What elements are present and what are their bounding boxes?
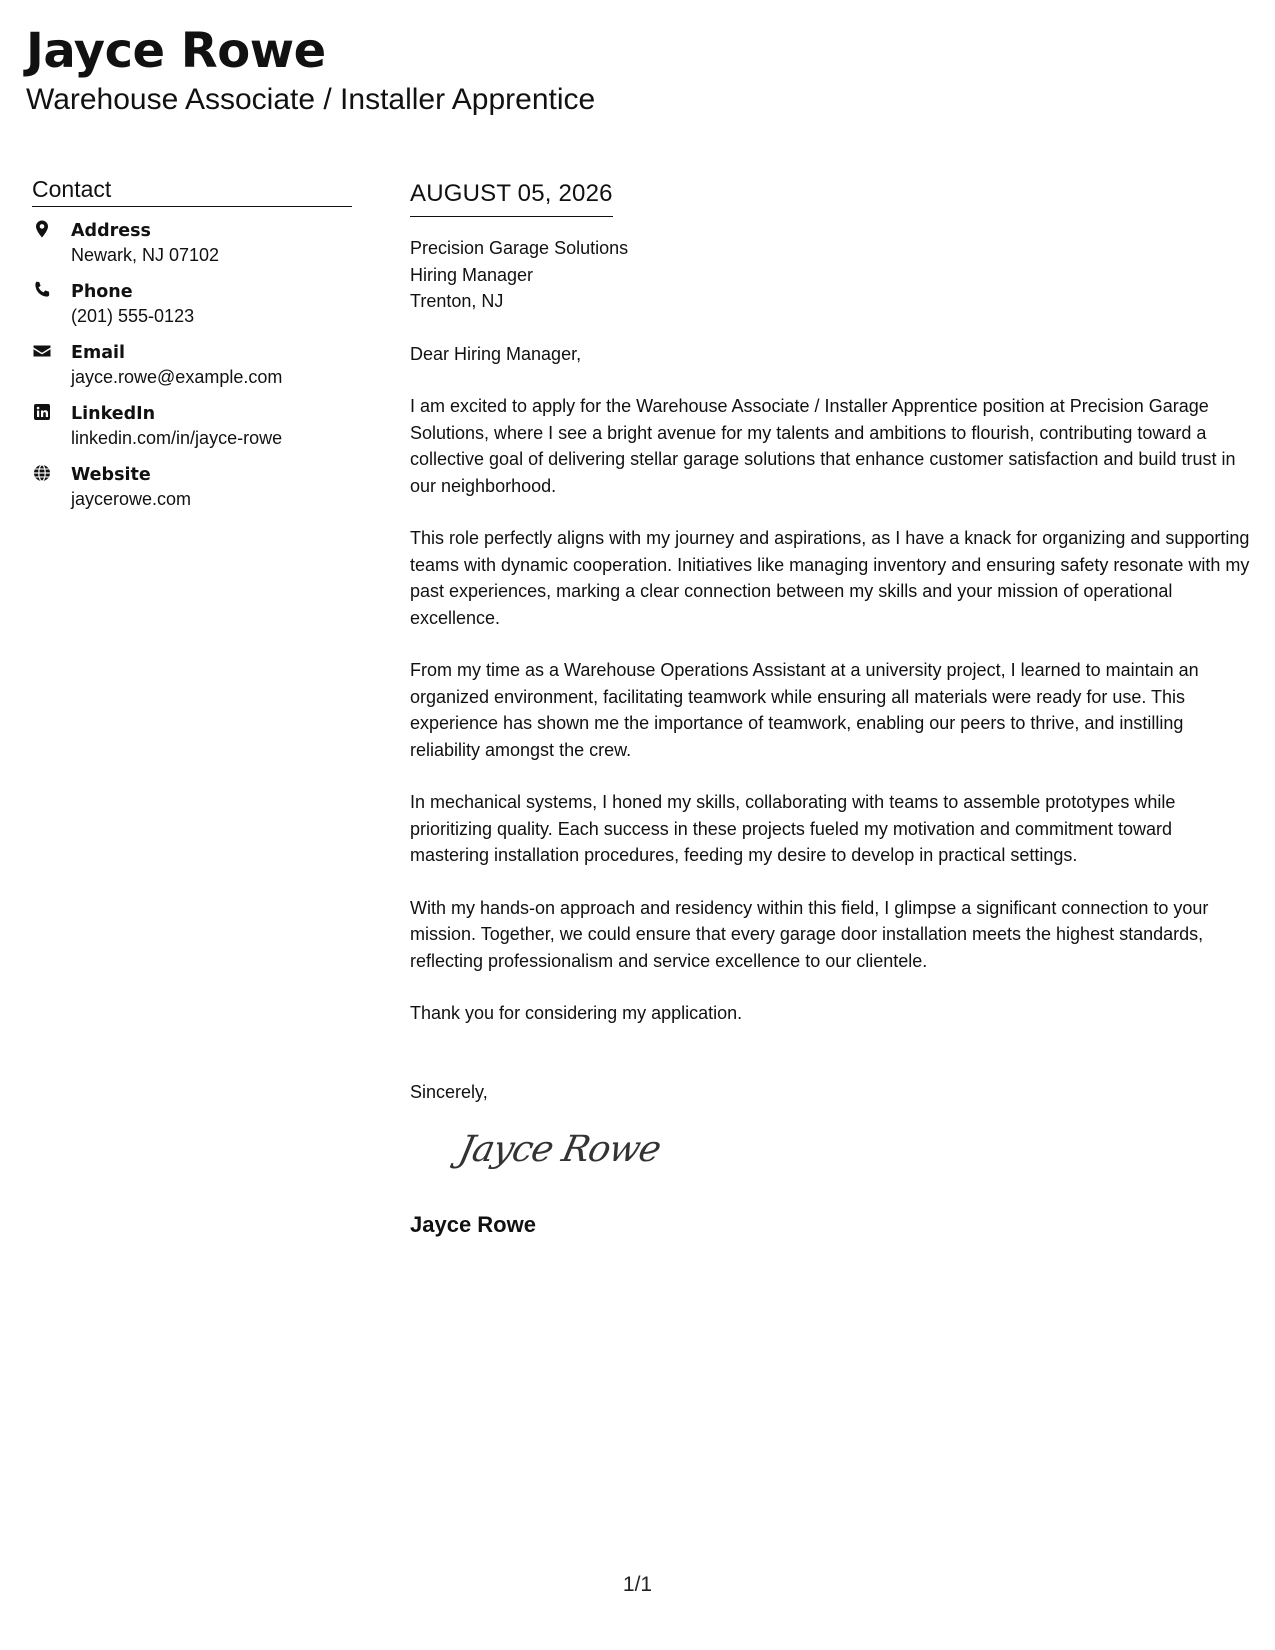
paragraph: In mechanical systems, I honed my skills, collaborating with teams to assemble prototypes while prioritizing quality. Each success in these projects fueled my motivation and commitment toward mastering installation procedures, feeding my desire to develop in practical settings. [410,792,1176,865]
email-value[interactable]: jayce.rowe@example.com [71,367,283,387]
recipient-role: Hiring Manager [410,264,534,285]
closing: Sincerely, [410,1081,488,1102]
page-number: 1/1 [622,1573,653,1596]
signature: Jayce Rowe [455,1129,664,1170]
paragraph: With my hands-on approach and residency within this field, I glimpse a significant connection to your mission. Together, we could ensure that every garage door installation meets the highest standards, reflecting professionalism and service excellence to our clientele. [410,897,1209,971]
envelope-icon [32,341,54,363]
linkedin-icon [32,402,54,424]
header [26,22,595,118]
letter-date: AUGUST 05, 2026 [410,178,613,217]
contact-item-website [32,463,352,511]
linkedin-value[interactable]: linkedin.com/in/jayce-rowe [71,428,283,448]
contact-item-phone [32,280,352,328]
contact-sidebar [32,174,352,524]
map-pin-icon [32,219,54,241]
signer-name: Jayce Rowe [410,1212,536,1237]
website-value[interactable]: jaycerowe.com [71,489,192,509]
job-title: Warehouse Associate / Installer Apprentice [26,83,596,116]
recipient-company: Precision Garage Solutions [410,238,629,258]
salutation: Dear Hiring Manager, [410,343,582,364]
contact-label: Website [71,465,151,485]
phone-icon [32,280,54,302]
contact-label: Email [71,343,125,363]
applicant-name: Jayce Rowe [26,23,326,79]
paragraph: This role perfectly aligns with my journey and aspirations, as I have a knack for organizing and supporting teams with dynamic cooperation. Initiatives like managing inventory and ensuring safety resonate with my past experiences, marking a clear connection between my skills and your mission of operational excellence. [410,528,1250,628]
contact-item-linkedin [32,402,352,450]
letter-body [410,178,1250,1239]
contact-label: Phone [71,282,133,302]
phone-value[interactable]: (201) 555-0123 [71,306,195,326]
recipient-location: Trenton, NJ [410,291,504,311]
recipient-block [410,235,1250,315]
contact-item-email [32,341,352,389]
globe-icon [32,463,54,485]
contact-heading: Contact [32,174,352,207]
paragraph: Thank you for considering my application. [410,1003,743,1023]
contact-label: Address [71,221,151,241]
paragraph: From my time as a Warehouse Operations Assistant at a university project, I learned to maintain an organized environment, facilitating teamwork while ensuring all materials were ready for use. This experience has shown me the importance of teamwork, enabling our peers to thrive, and instilling reliability amongst the crew. [410,660,1199,760]
contact-item-address [32,219,352,267]
address-value: Newark, NJ 07102 [71,245,220,265]
contact-label: LinkedIn [71,404,156,424]
paragraph: I am excited to apply for the Warehouse Associate / Installer Apprentice position at Precision Garage Solutions, where I see a bright avenue for my talents and ambitions to flourish, contributing toward a collective goal of delivering stellar garage solutions that enhance customer satisfaction and build trust in our neighborhood. [410,396,1236,496]
